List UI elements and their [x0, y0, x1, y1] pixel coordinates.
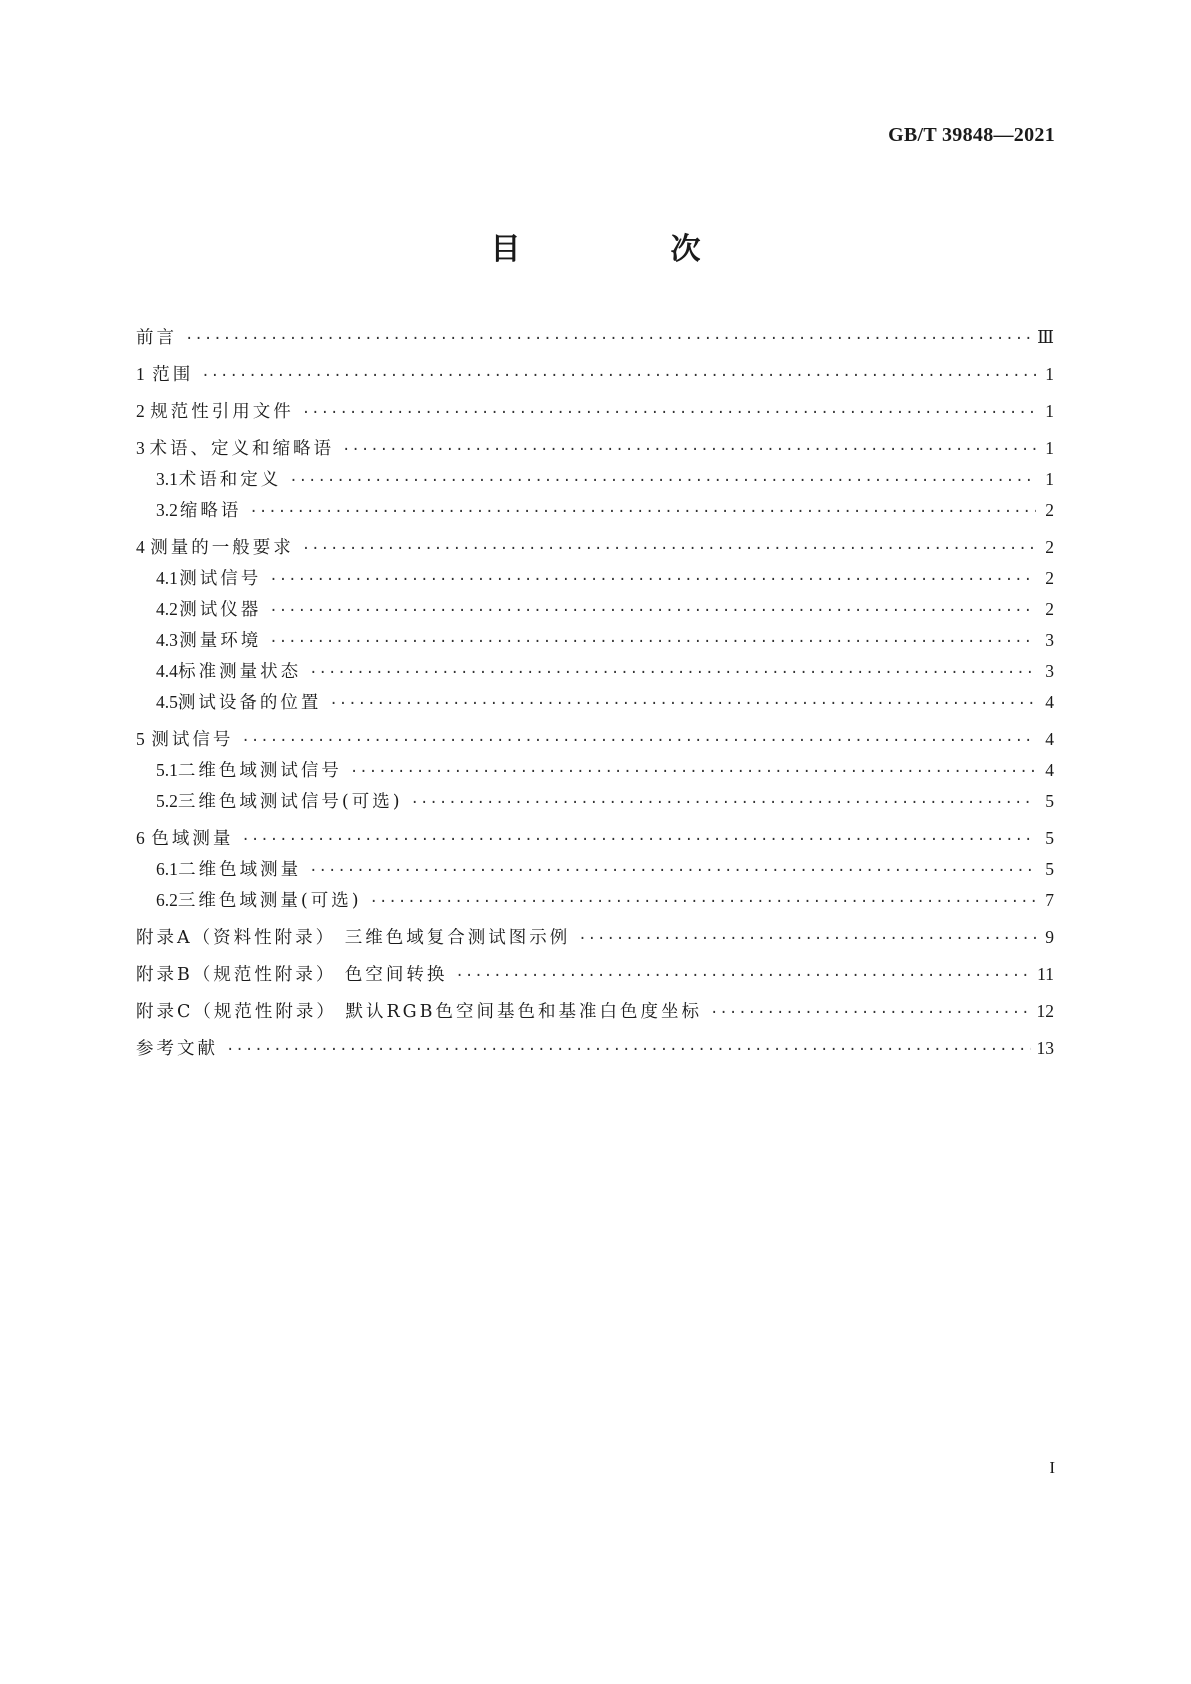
- toc-entry-page: 4: [1045, 760, 1054, 780]
- toc-entry-page: 1: [1045, 364, 1054, 384]
- toc-entry-page: 2: [1045, 568, 1054, 588]
- toc-entry-number: 4.3: [156, 630, 178, 650]
- toc-entry-number: 3: [136, 438, 145, 458]
- toc-entry-page: 4: [1045, 729, 1054, 749]
- toc-entry-number: 6.2: [156, 890, 178, 910]
- toc-entry-number: 4.2: [156, 599, 178, 619]
- toc-leader-dots: [249, 497, 1036, 528]
- toc-leader-dots: [269, 565, 1036, 596]
- toc-entry-page: 1: [1045, 438, 1054, 458]
- standard-code: GB/T 39848—2021: [888, 124, 1055, 146]
- toc-entry[interactable]: [136, 854, 1054, 885]
- toc-entry-label: 术语和定义: [178, 470, 282, 490]
- toc-entry-label: 二维色域测量: [178, 860, 302, 880]
- toc-entry-page: 5: [1045, 791, 1054, 811]
- toc-entry-number: 3.1: [156, 469, 178, 489]
- toc-entry-page: Ⅲ: [1037, 327, 1054, 347]
- toc-entry-label: 测试设备的位置: [177, 693, 322, 713]
- toc-entry[interactable]: [136, 594, 1054, 625]
- toc-entry-page: 12: [1036, 1001, 1054, 1021]
- table-of-contents: [136, 322, 1054, 1064]
- toc-entry-page: 3: [1045, 661, 1054, 681]
- toc-entry-page: 3: [1045, 630, 1054, 650]
- toc-entry[interactable]: [136, 625, 1054, 656]
- toc-entry-number: 4.1: [156, 568, 178, 588]
- toc-entry-label: 附录C（规范性附录） 默认RGB色空间基色和基准白色度坐标: [136, 1002, 702, 1022]
- toc-entry-number: 4: [136, 537, 145, 557]
- toc-entry-label: 测试信号: [179, 569, 262, 589]
- toc-entry[interactable]: [136, 563, 1054, 594]
- toc-entry[interactable]: [136, 885, 1054, 916]
- toc-entry-page: 2: [1045, 500, 1054, 520]
- toc-entry[interactable]: [136, 359, 1054, 390]
- toc-entry-page: 2: [1045, 537, 1054, 557]
- toc-entry-page: 7: [1045, 890, 1054, 910]
- toc-entry-page: 13: [1036, 1038, 1054, 1058]
- toc-entry[interactable]: [136, 755, 1054, 786]
- toc-entry-label: 测量环境: [179, 631, 262, 651]
- toc-entry[interactable]: [136, 786, 1054, 817]
- toc-entry[interactable]: [136, 464, 1054, 495]
- toc-leader-dots: [309, 856, 1036, 887]
- toc-leader-dots: [455, 961, 1031, 992]
- toc-leader-dots: [226, 1035, 1031, 1066]
- toc-entry-number: 5.2: [156, 791, 178, 811]
- toc-entry-label: 标准测量状态: [178, 662, 302, 682]
- toc-leader-dots: [309, 658, 1036, 689]
- toc-entry-label: 附录B（规范性附录） 色空间转换: [136, 965, 448, 985]
- toc-entry[interactable]: [136, 495, 1054, 526]
- toc-entry-label: 附录A（资料性附录） 三维色域复合测试图示例: [136, 928, 571, 948]
- toc-leader-dots: [289, 466, 1036, 497]
- toc-entry[interactable]: [136, 322, 1054, 353]
- toc-entry[interactable]: [136, 922, 1054, 953]
- toc-entry-page: 5: [1045, 828, 1054, 848]
- toc-entry-number: 5: [136, 729, 145, 749]
- toc-entry-page: 5: [1045, 859, 1054, 879]
- toc-entry[interactable]: [136, 433, 1054, 464]
- toc-leader-dots: [350, 757, 1036, 788]
- toc-entry-label: 三维色域测试信号(可选): [177, 792, 403, 812]
- toc-entry-page: 1: [1045, 469, 1054, 489]
- toc-leader-dots: [411, 788, 1036, 819]
- page-number: I: [1049, 1458, 1055, 1477]
- toc-entry-number: 2: [136, 401, 145, 421]
- toc-entry[interactable]: [136, 1033, 1054, 1064]
- toc-leader-dots: [241, 825, 1036, 856]
- toc-leader-dots: [329, 689, 1036, 720]
- toc-entry-label: 缩略语: [179, 501, 242, 521]
- toc-title: 目 次: [490, 232, 761, 267]
- toc-entry[interactable]: [136, 823, 1054, 854]
- toc-entry-label: 测量的一般要求: [150, 538, 294, 558]
- toc-entry-number: 5.1: [156, 760, 178, 780]
- toc-leader-dots: [342, 435, 1036, 466]
- toc-entry-page: 4: [1045, 692, 1054, 712]
- toc-entry-label: 规范性引用文件: [150, 402, 294, 422]
- toc-entry-label: 前言: [136, 328, 177, 348]
- toc-entry-page: 1: [1045, 401, 1054, 421]
- toc-leader-dots: [241, 726, 1036, 757]
- toc-leader-dots: [201, 361, 1036, 392]
- toc-entry[interactable]: [136, 656, 1054, 687]
- toc-entry-label: 色域测量: [151, 829, 234, 849]
- toc-entry-number: 4.4: [156, 661, 178, 681]
- toc-entry-label: 范围: [152, 365, 194, 385]
- toc-entry-page: 2: [1045, 599, 1054, 619]
- toc-entry-number: 3.2: [156, 500, 178, 520]
- toc-entry-page: 11: [1037, 964, 1054, 984]
- toc-entry-number: 6: [136, 828, 145, 848]
- toc-entry-page: 9: [1045, 927, 1054, 947]
- toc-leader-dots: [302, 534, 1036, 565]
- toc-entry[interactable]: [136, 959, 1054, 990]
- toc-entry-label: 参考文献: [136, 1039, 218, 1059]
- toc-entry-label: 三维色域测量(可选): [177, 891, 362, 911]
- toc-leader-dots: [370, 887, 1036, 918]
- toc-entry[interactable]: [136, 996, 1054, 1027]
- toc-leader-dots: [710, 998, 1031, 1029]
- toc-entry[interactable]: [136, 532, 1054, 563]
- toc-entry-label: 二维色域测试信号: [177, 761, 342, 781]
- toc-entry-label: 测试仪器: [179, 600, 262, 620]
- toc-entry-number: 4.5: [156, 692, 178, 712]
- toc-leader-dots: [578, 924, 1036, 955]
- toc-leader-dots: [269, 627, 1036, 658]
- toc-entry-number: 1: [136, 364, 145, 384]
- toc-entry-label: 测试信号: [151, 730, 234, 750]
- toc-entry-label: 术语、定义和缩略语: [149, 439, 334, 459]
- toc-leader-dots: [269, 596, 1036, 627]
- toc-entry[interactable]: [136, 687, 1054, 718]
- toc-leader-dots: [185, 324, 1031, 355]
- toc-entry-number: 6.1: [156, 859, 178, 879]
- toc-entry[interactable]: [136, 724, 1054, 755]
- toc-leader-dots: [302, 398, 1036, 429]
- toc-entry[interactable]: [136, 396, 1054, 427]
